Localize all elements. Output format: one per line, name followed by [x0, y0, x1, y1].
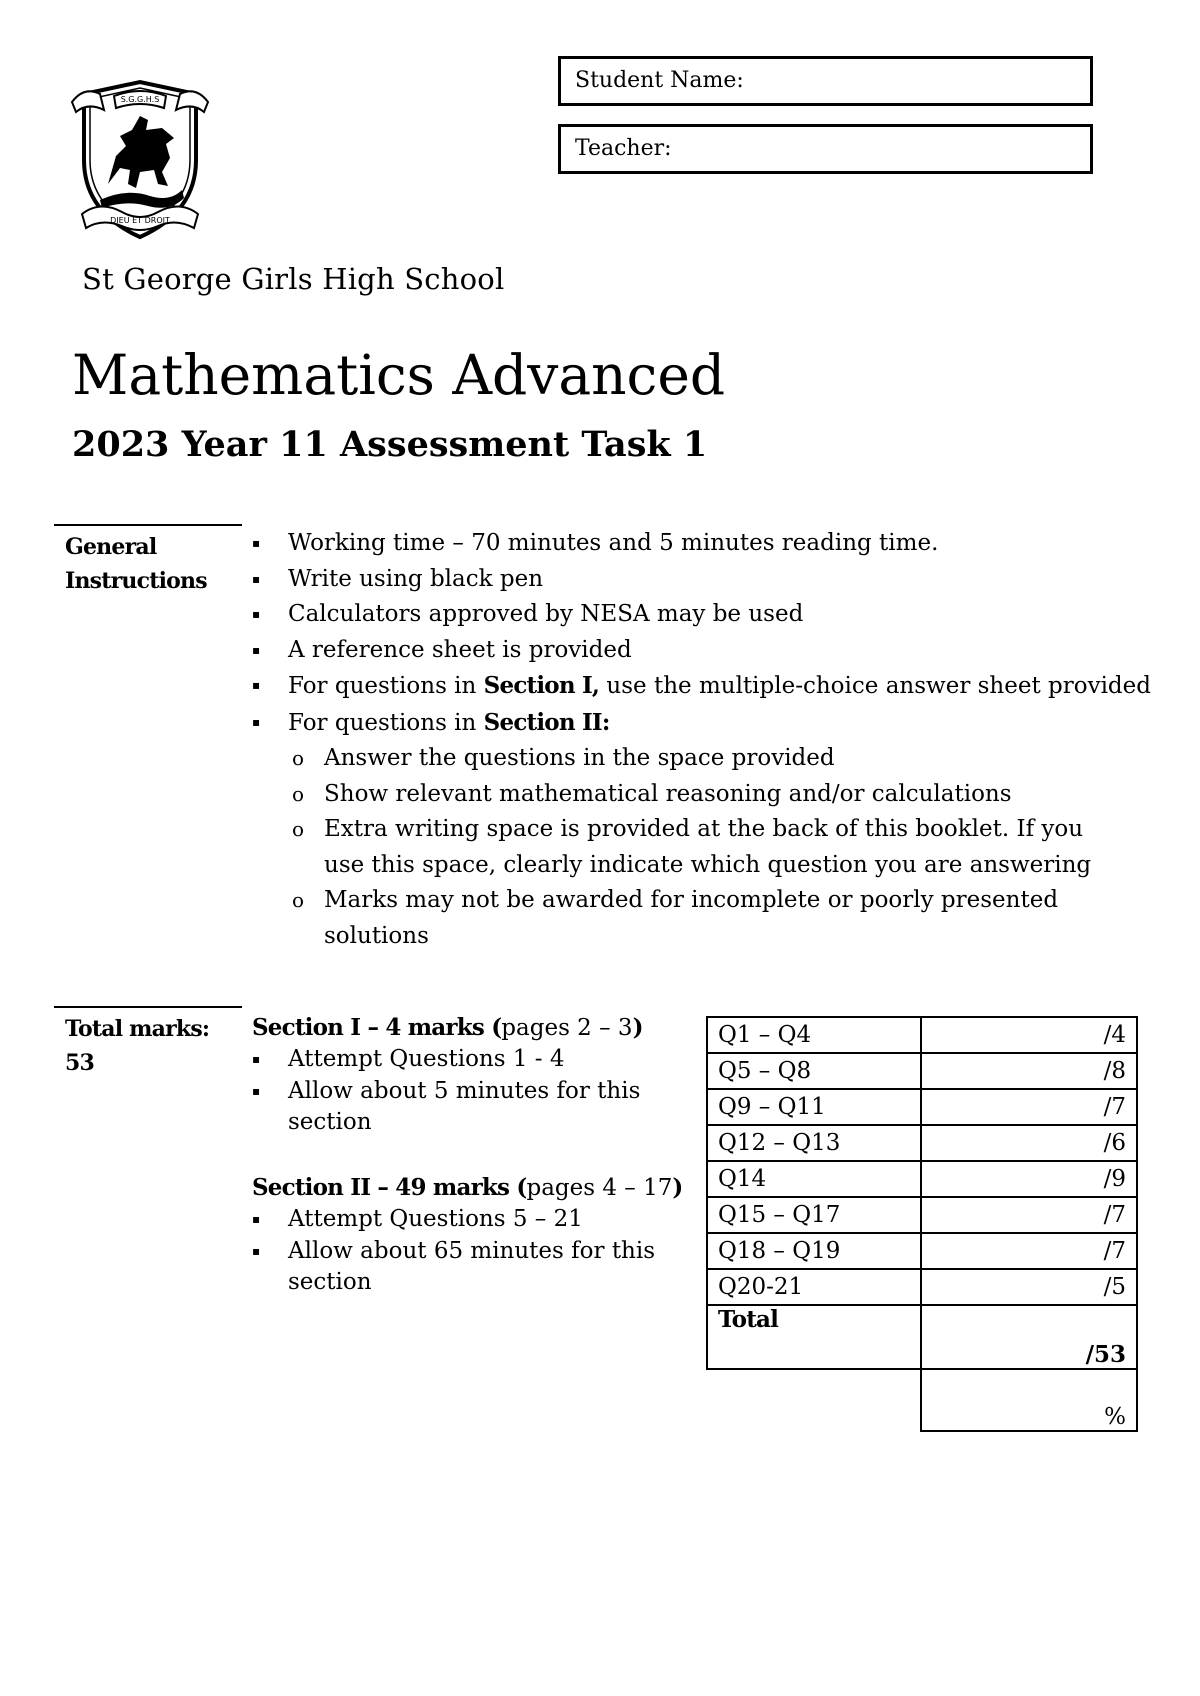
list-item: ▪ Working time – 70 minutes and 5 minutes reading time.	[252, 526, 1152, 562]
task-title: 2023 Year 11 Assessment Task 1	[72, 424, 708, 465]
section-1-list	[252, 1044, 672, 1139]
subject-title: Mathematics Advanced	[72, 343, 726, 407]
table-row: Q15 – Q17 /7	[707, 1197, 1137, 1233]
table-row: Q20-21 /5	[707, 1269, 1137, 1305]
table-row: Q9 – Q11 /7	[707, 1089, 1137, 1125]
general-instructions-list	[252, 526, 1152, 954]
list-item: ▪ Allow about 65 minutes for this section	[252, 1236, 672, 1299]
list-item: ▪ Allow about 5 minutes for this section	[252, 1076, 672, 1139]
list-item: ▪ For questions in Section I, use the multiple-choice answer sheet provided	[252, 668, 1152, 705]
list-item: o Extra writing space is provided at the back of this booklet. If you use this space, clearly indicate which question you are answering	[288, 812, 1104, 883]
table-row: Q18 – Q19 /7	[707, 1233, 1137, 1269]
general-instructions-label: General Instructions	[65, 534, 207, 594]
table-row: Q1 – Q4 /4	[707, 1017, 1137, 1053]
section-1-heading: Section I – 4 marks (pages 2 – 3)	[252, 1014, 643, 1041]
divider-rule	[54, 1006, 242, 1008]
list-item: o Marks may not be awarded for incomplete or poorly presented solutions	[288, 883, 1084, 954]
table-row: Q5 – Q8 /8	[707, 1053, 1137, 1089]
divider-rule	[54, 524, 242, 526]
teacher-field[interactable]	[558, 124, 1093, 174]
list-item: ▪ Attempt Questions 1 - 4	[252, 1044, 672, 1076]
svg-text:S.G.G.H.S: S.G.G.H.S	[120, 95, 160, 104]
school-crest-logo	[70, 72, 210, 244]
section-2-heading: Section II – 49 marks (pages 4 – 17)	[252, 1174, 683, 1201]
table-row-total: Total /53	[707, 1305, 1137, 1369]
section-2-list	[252, 1204, 672, 1299]
table-row: Q12 – Q13 /6	[707, 1125, 1137, 1161]
table-row-percent: %	[707, 1369, 1137, 1431]
svg-text:DIEU ET DROIT: DIEU ET DROIT	[110, 216, 170, 225]
table-row: Q14 /9	[707, 1161, 1137, 1197]
student-name-label: Student Name:	[575, 68, 744, 93]
school-name: St George Girls High School	[82, 262, 505, 296]
total-marks-label: Total marks: 53	[65, 1016, 210, 1076]
list-item: ▪ Attempt Questions 5 – 21	[252, 1204, 672, 1236]
list-item: o Answer the questions in the space provided	[288, 741, 1152, 777]
section2-subitems	[288, 741, 1152, 954]
list-item: ▪ A reference sheet is provided	[252, 633, 1152, 669]
student-name-field[interactable]	[558, 56, 1093, 106]
list-item: ▪ Calculators approved by NESA may be used	[252, 597, 1152, 633]
list-item: o Show relevant mathematical reasoning and/or calculations	[288, 777, 1152, 813]
list-item: ▪ For questions in Section II: o Answer the questions in the space provided o Show relevant mathematical reasoning and/or calculations o Extra writing space is provided at the back of this booklet. If you use this space, clearly indicate which question you are answering o Marks may not be awarded for incomplete or poorly presented solutions	[252, 705, 1152, 955]
list-item: ▪ Write using black pen	[252, 562, 1152, 598]
teacher-label: Teacher:	[575, 136, 672, 161]
marks-table	[706, 1016, 1138, 1432]
